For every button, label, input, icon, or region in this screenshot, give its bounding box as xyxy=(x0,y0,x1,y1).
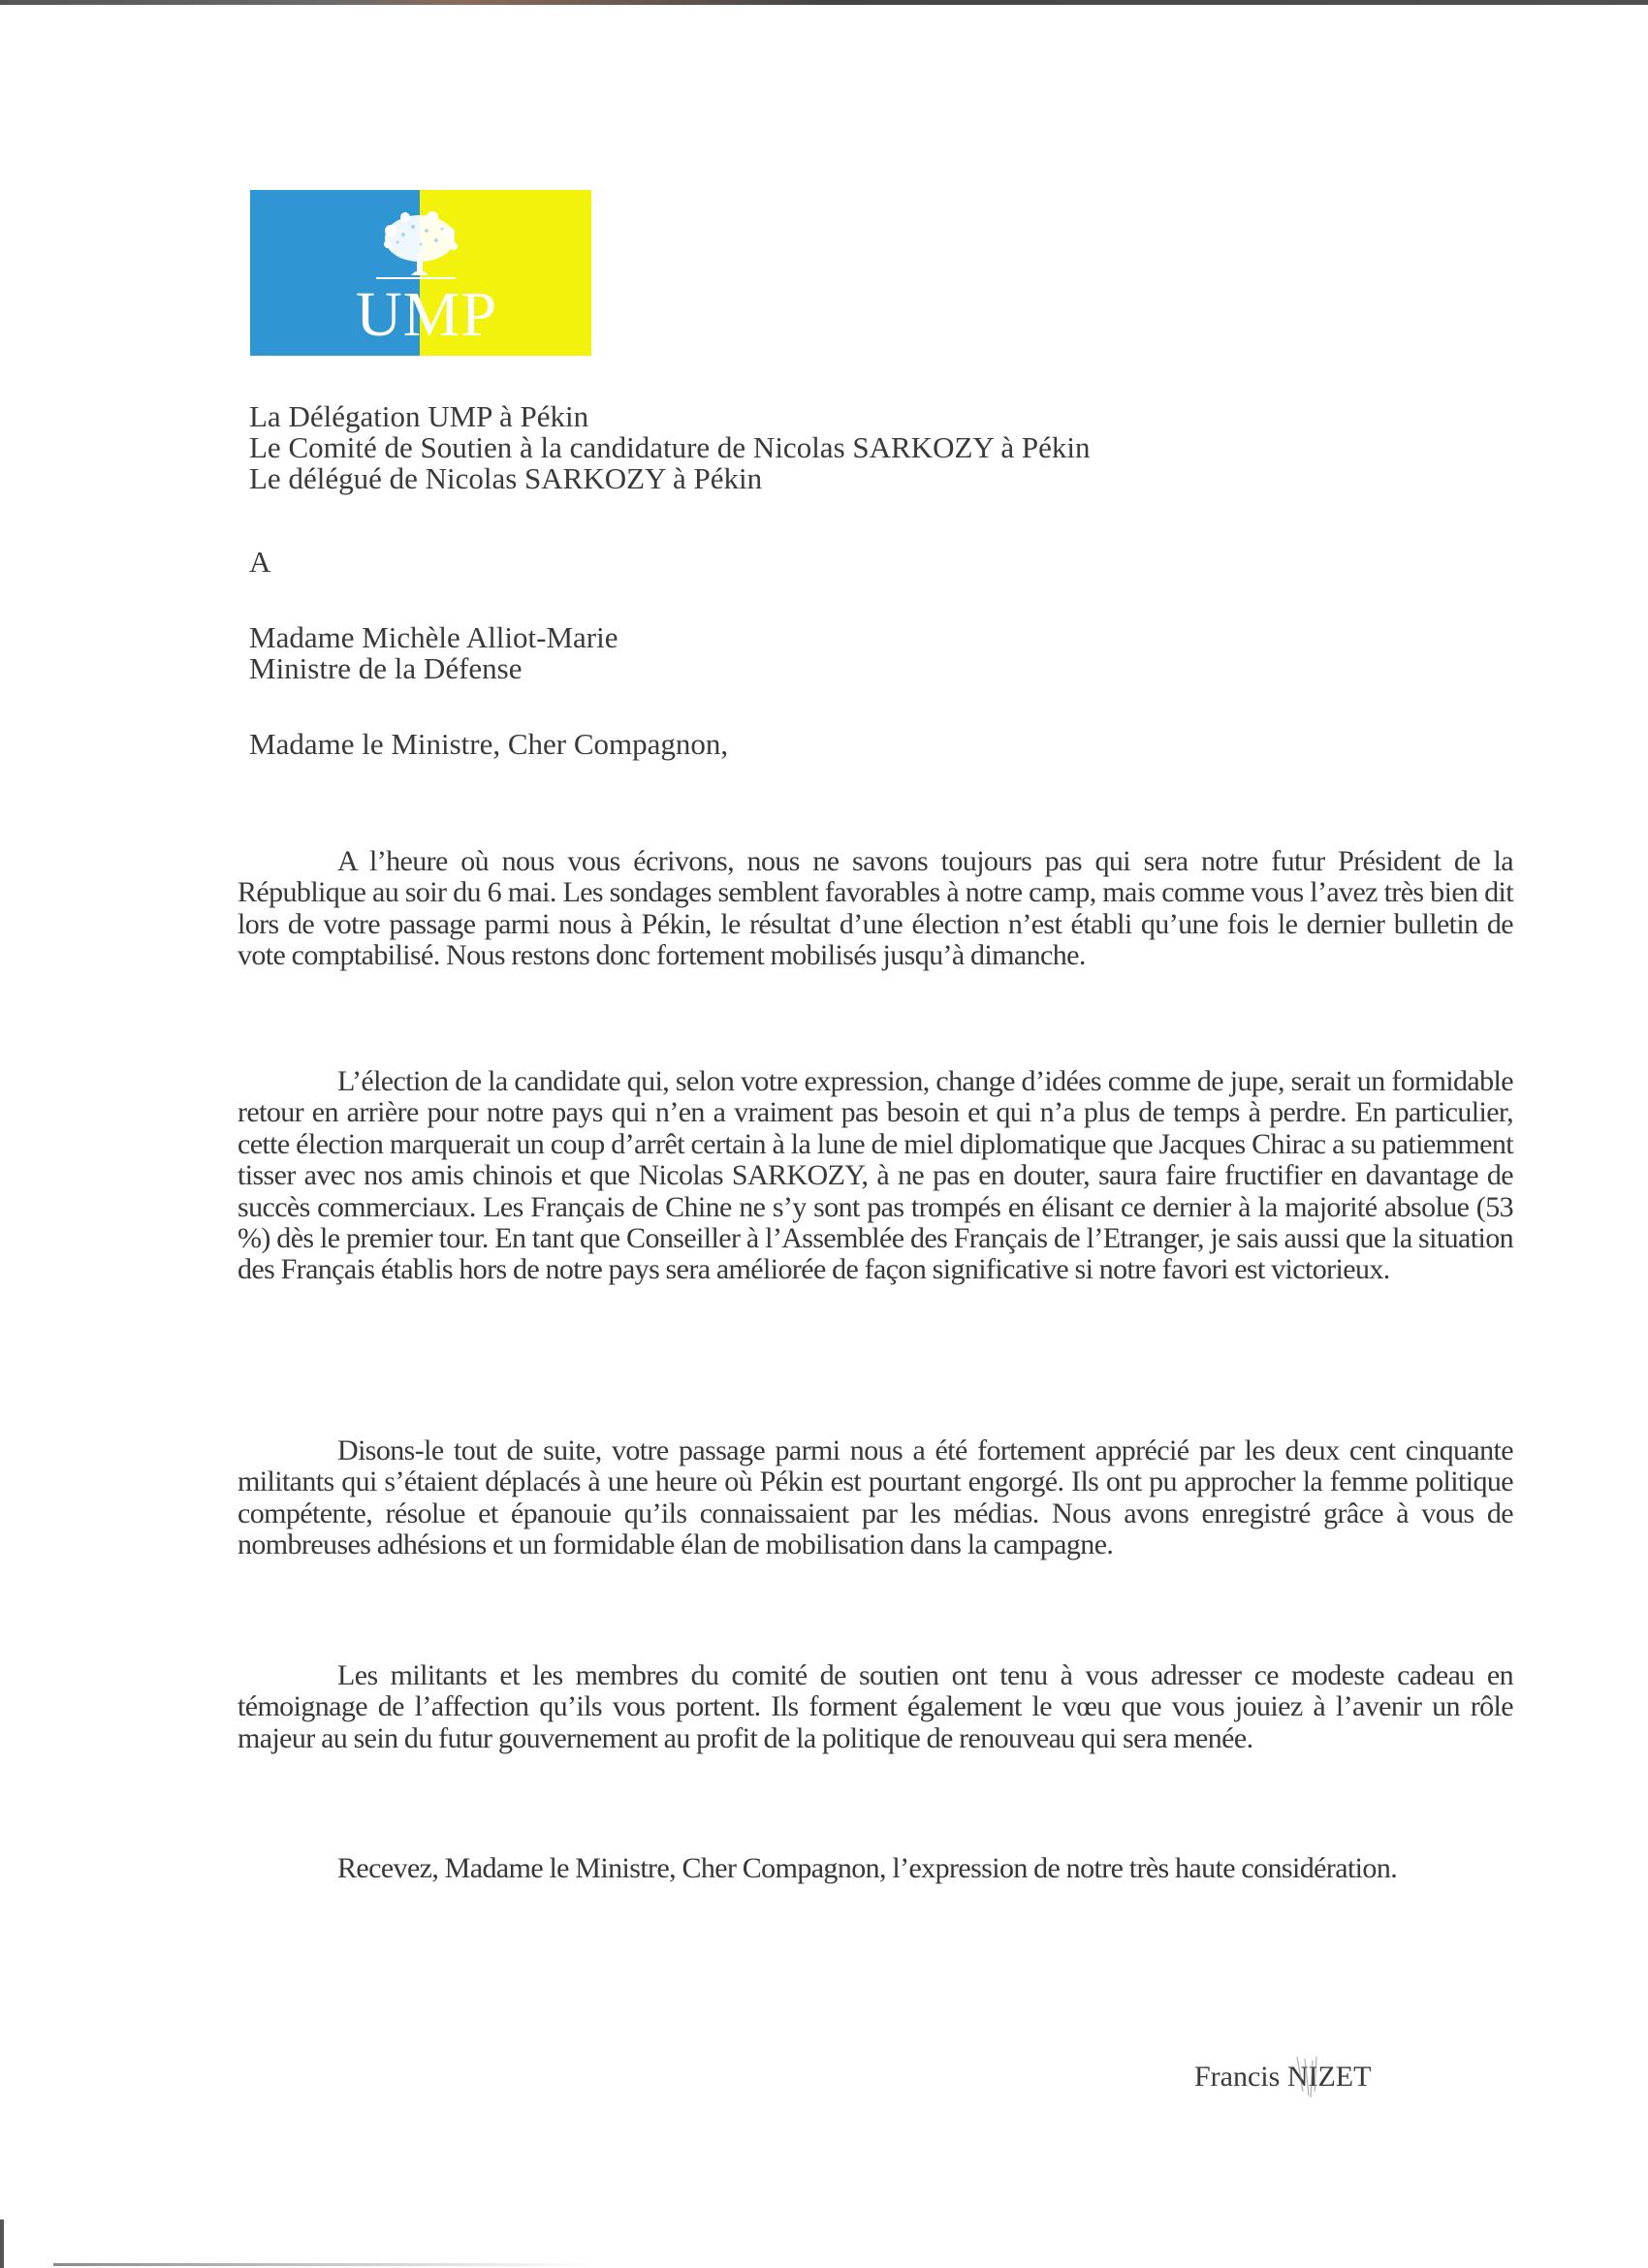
ump-logo xyxy=(250,190,591,356)
recipient-name: Madame Michèle Alliot-Marie xyxy=(249,620,618,654)
sender-line-delegue: Le délégué de Nicolas SARKOZY à Pékin xyxy=(249,461,763,495)
scan-top-edge xyxy=(0,0,1648,5)
tree-icon xyxy=(376,209,463,287)
recipient-prefix: A xyxy=(249,545,271,579)
sender-line-delegation: La Délégation UMP à Pékin xyxy=(249,399,589,433)
sender-block xyxy=(249,401,1091,494)
logo-text: UMP xyxy=(355,279,498,350)
salutation: Madame le Ministre, Cher Compagnon, xyxy=(249,727,729,761)
paragraph-4: Les militants et les membres du comité de soutien ont tenu à vous adresser ce modeste cadeau en témoignage de l’affection qu’ils vous portent. Ils forment également le vœu que vous jouiez à l’avenir un rôle majeur au sein du futur gouvernement au profit de la politique de renouveau qui sera menée. xyxy=(238,1659,1513,1754)
sender-line-comite: Le Comité de Soutien à la candidature de Nicolas SARKOZY à Pékin xyxy=(249,430,1091,464)
signature-scribble-icon xyxy=(1289,2053,1328,2101)
paragraph-3: Disons-le tout de suite, votre passage parmi nous a été fortement apprécié par les deux cent cinquante militants qui s’étaient déplacés à une heure où Pékin est pourtant engorgé. Ils ont pu approcher la femme politique compétente, résolue et épanouie qu’ils connaissaient par les médias. Nous avons enregistré grâce à vous de nombreuses adhésions et un formidable élan de mobilisation dans la campagne. xyxy=(238,1434,1513,1561)
paragraph-5-closing: Recevez, Madame le Ministre, Cher Compagnon, l’expression de notre très haute considération. xyxy=(337,1852,1398,1884)
recipient-title: Ministre de la Défense xyxy=(249,651,523,685)
signature-name: Francis NIZET xyxy=(1194,2061,1372,2093)
scan-left-edge xyxy=(0,2220,4,2268)
scan-bottom-line xyxy=(53,2263,596,2266)
paragraph-2: L’élection de la candidate qui, selon votre expression, change d’idées comme de jupe, serait un formidable retour en arrière pour notre pays qui n’en a vraiment pas besoin et qui n’a plus de temps à perdre. En particulier, cette élection marquerait un coup d’arrêt certain à la lune de miel diplomatique que Jacques Chirac a su patiemment tisser avec nos amis chinois et que Nicolas SARKOZY, à ne pas en douter, saura faire fructifier en davantage de succès commerciaux. Les Français de Chine ne s’y sont pas trompés en élisant ce dernier à la majorité absolue (53 %) dès le premier tour. En tant que Conseiller à l’Assemblée des Français de l’Etranger, je sais aussi que la situation des Français établis hors de notre pays sera améliorée de façon significative si notre favori est victorieux. xyxy=(238,1065,1513,1286)
paragraph-1: A l’heure où nous vous écrivons, nous ne savons toujours pas qui sera notre futur Président de la République au soir du 6 mai. Les sondages semblent favorables à notre camp, mais comme vous l’avez très bien dit lors de votre passage parmi nous à Pékin, le résultat d’une élection n’est établi qu’une fois le dernier bulletin de vote comptabilisé. Nous restons donc fortement mobilisés jusqu’à dimanche. xyxy=(238,845,1513,972)
